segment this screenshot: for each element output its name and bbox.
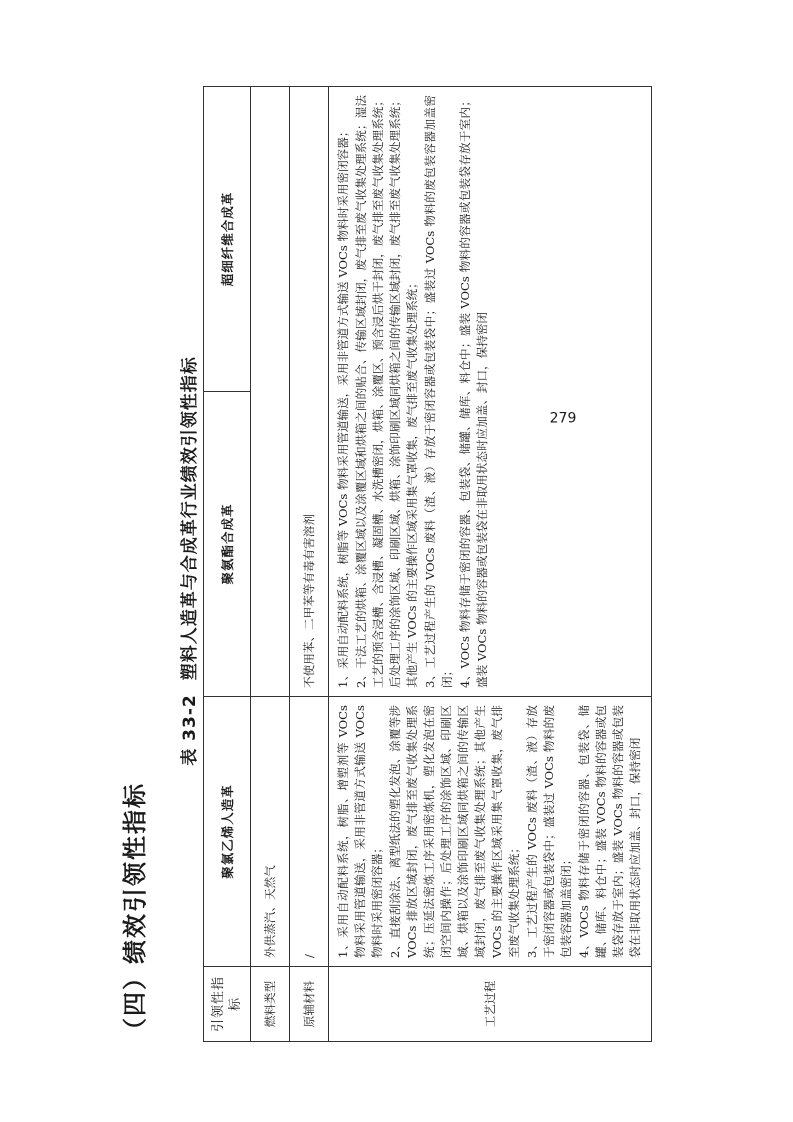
- pvc-process-item: 4、VOCs 物料存储于密闭的容器、包装袋、储罐、储库、料仓中；盛装 VOCs 物料的容器或包装袋存放于室内；盛装 VOCs 物料的容器或包装袋在非取用状态时应加盖、封口，保持密闭: [577, 705, 642, 958]
- header-microfiber-leather: 超细纤维合成革: [204, 87, 251, 392]
- row-label-process: 工艺过程: [329, 967, 652, 1042]
- pvc-process-item: 2、直接刮涂法、离型纸法的塑化发泡、涂覆等涉 VOCs 排放区域封闭，废气排至废气收集处理系统；压延法密炼工序采用密炼机，塑化发泡在密闭空间内操作；后处理工序的涂饰区域、印刷区域、烘箱以及涂饰印刷区域同烘箱之间的传输区域封闭，废气排至废气收集处理系统；其他产生 VOCs 的主要操作区域采用集气罩收集，废气排至废气收集处理系统；: [388, 705, 521, 958]
- page-number: 279: [549, 410, 577, 427]
- header-pvc-leather: 聚氯乙烯人造革: [204, 697, 251, 967]
- table-row-fuel: [251, 87, 290, 1042]
- pu-process-item: 2、干法工艺的烘箱、涂覆区域以及涂覆区域和烘箱之间的贴合、传输区域封闭，废气排至废气收集处理系统；湿法工艺的预含浸槽、含浸槽、凝固槽、水洗槽密闭，烘箱、涂覆区、预含浸后烘干封闭，废气排至废气收集处理系统；后处理工序的涂饰区域、印刷区域、烘箱、涂饰印刷区域同烘箱之间的传输区域封闭，废气排至废气收集处理系统；其他产生 VOCs 的主要操作区域采用集气罩收集，废气排至废气收集处理系统；: [354, 95, 419, 688]
- row-label-fuel: 燃料类型: [251, 967, 290, 1042]
- cell-materials-pvc: /: [290, 697, 329, 967]
- pu-process-item: 1、采用自动配料系统，树脂等 VOCs 物料采用管道输送，采用非管道方式输送 VOCs 物料时采用密闭容器；: [336, 125, 350, 688]
- table-header-row: [204, 87, 251, 1042]
- cell-fuel-pvc: 外供蒸汽、天然气: [251, 697, 290, 967]
- cell-materials-pu-sup: 不使用苯、二甲苯等有毒有害溶剂: [290, 87, 329, 697]
- header-pu-leather: 聚氨酯合成革: [204, 392, 251, 697]
- section-heading: （四）绩效引领性指标: [121, 782, 149, 1042]
- pu-process-item: 4、VOCs 物料存储于密闭的容器、包装袋、储罐、储库、料仓中；盛装 VOCs 物料的容器或包装袋存放于室内；盛装 VOCs 物料的容器或包装袋在非取用状态时应加盖、封口，保持密闭: [458, 95, 489, 688]
- header-indicator: 引领性指标: [204, 967, 251, 1042]
- pvc-process-item: 3、工艺过程产生的 VOCs 废料（渣、液）存放于密闭容器或包装袋中；盛装过 VOCs 物料的废包装容器加盖密闭；: [525, 705, 573, 958]
- pu-process-item: 3、工艺过程产生的 VOCs 废料（渣、液）存放于密闭容器或包装袋中；盛装过 VOCs 物料的废包装容器加盖密闭；: [423, 95, 454, 688]
- table-caption: [175, 0, 200, 1122]
- cell-process-pvc: [329, 697, 652, 967]
- table-title: 塑料人造革与合成革行业绩效引领性指标: [180, 356, 200, 681]
- table-number: 表 33-2: [180, 694, 200, 766]
- table-row-process: [329, 87, 652, 1042]
- cell-fuel-pu-sup: [251, 87, 290, 697]
- cell-process-pu-sup: [329, 87, 652, 697]
- indicator-table: [203, 86, 652, 1042]
- pvc-process-item: 1、采用自动配料系统，树脂、增塑剂等 VOCs 物料采用管道输送，采用非管道方式输送 VOCs 物料时采用密闭容器；: [336, 705, 384, 958]
- table-row-materials: [290, 87, 329, 1042]
- row-label-materials: 原辅材料: [290, 967, 329, 1042]
